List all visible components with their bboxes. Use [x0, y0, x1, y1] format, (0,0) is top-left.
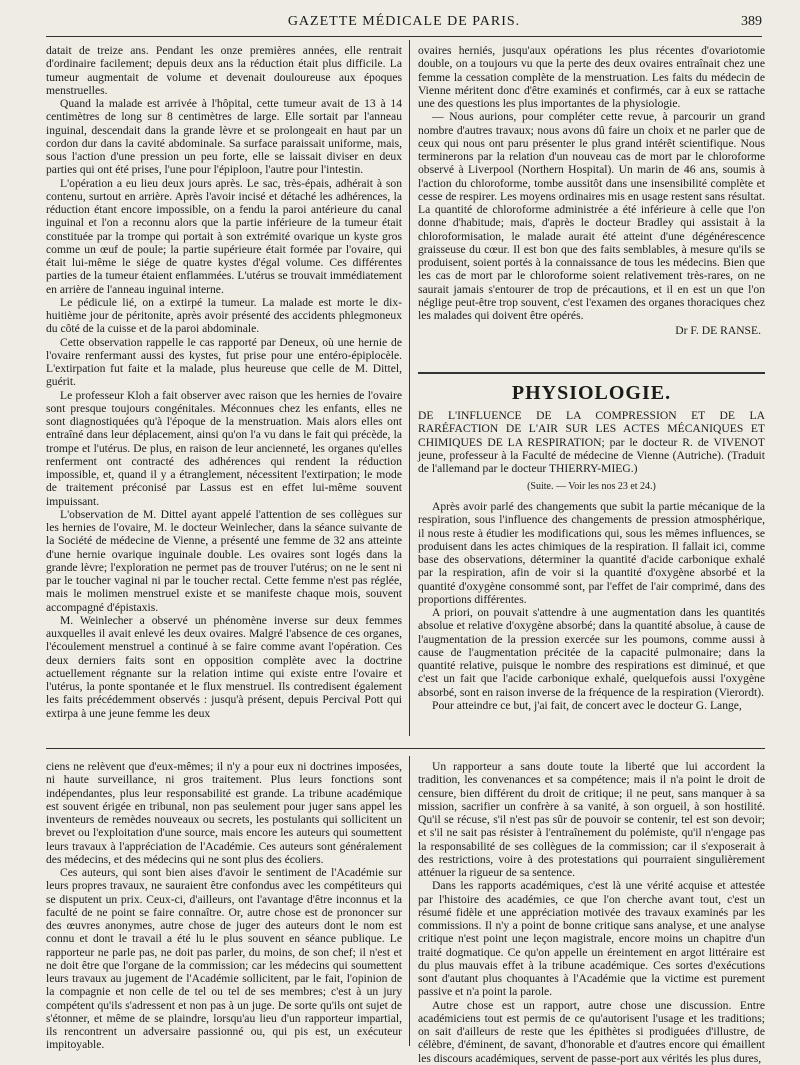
paragraph: ovaires herniés, jusqu'aux opérations les plus récentes d'ovariotomie double, on a toujours vu que la perte des deux ovaires entraînait chez une femme la cessation complète de la menstruation. Les faits du médecin de Vienne méritent donc d'être examinés et confirmés, car à eux se rattache une des questions les plus importantes de la physiologie.: [418, 44, 765, 110]
paragraph: datait de treize ans. Pendant les onze premières années, elle rentrait d'ordinaire facilement; depuis deux ans la réduction était plus difficile. La tumeur augmentait de volume et devenait douloureuse aux époques menstruelles.: [46, 44, 402, 97]
physiology-body: [418, 500, 765, 734]
paragraph: Après avoir parlé des changements que subit la partie mécanique de la respiration, sous l'influence des changements de pression atmosphérique, il nous reste à étudier les modifications qui, sous les mêmes influences, se produisent dans les actes chimiques de la respiration. Il fallait ici, comme base des observations, déterminer la quantité d'acide carbonique exhalé par la respiration, afin de voir si la quantité d'oxygène absorbé et la quantité d'oxygène consommé sont, par l'effet de l'air comprimé, dans des proportions différentes.: [418, 500, 765, 606]
column-divider-top: [409, 40, 410, 736]
physiology-section: [418, 372, 765, 492]
paragraph: L'observation de M. Dittel ayant appelé l'attention de ses collègues sur les hernies de l'ovaire, M. le docteur Weinlecher, dans la séance suivante de la Société de médecine de Vienne, a présenté une femme de 32 ans atteinte d'une hernie ovarique inguinale double. Les ovaires sont logés dans la grande lèvre; l'exploration ne permet pas de trouver l'utérus; on ne le sent ni par le toucher vaginal ni par le toucher rectal. Cette femme n'est pas réglée, mais le molimen menstruel existe et se manifeste chaque mois, souvent accompagné d'épistaxis.: [46, 507, 402, 614]
paragraph: ciens ne relèvent que d'eux-mêmes; il n'y a pour eux ni doctrines imposées, ni haute surveillance, ni gros traitement. Plus leurs fonctions sont indépendantes, plus leur responsabilité est grande. La tribune académique est souvent érigée en tribunal, non pas seulement pour juger sans appel les inventeurs de remèdes nouveaux ou secrets, les postulants qui sollicitent un brevet ou l'exploitation d'une source, mais encore les auteurs qui soumettent leurs travaux à l'appréciation de l'Académie. Ces auteurs sont généralement des médecins, et des médecins qui ne sont plus des écoliers.: [46, 760, 402, 866]
paragraph: Autre chose est un rapport, autre chose une discussion. Entre académiciens tout est permis de ce qu'autorisent l'usage et les traditions; on sait d'ailleurs de reste que les épithètes si prodiguées d'illustre, de célèbre, d'éminent, de savant, d'honorable et d'autres encore qui émaillent les discours académiques, servent de passe-port aux vérités les plus dures,: [418, 998, 765, 1065]
page-header: [46, 10, 762, 37]
paragraph: Le pédicule lié, on a extirpé la tumeur. La malade est morte le dix-huitième jour de péritonite, après avoir présenté des accidents phlegmoneux du côté de la cuisse et de la paroi abdominale.: [46, 295, 402, 336]
paragraph: Pour atteindre ce but, j'ai fait, de concert avec le docteur G. Lange,: [432, 698, 742, 712]
paragraph: Dans les rapports académiques, c'est là une vérité acquise et attestée par l'histoire des académies, ce que l'on cherche avant tout, c'est un résumé fidèle et une appréciation motivée des travaux examinés par les commissions. Il n'y a point de bonne critique sans analyse, et une analyse critique n'est point une leçon magistrale, encore moins un chapitre d'un traité dogmatique. Ce qu'on appelle un éreintement en argot littéraire est du plus mauvais effet à la tribune académique. Ces sortes d'exécutions sont d'autant plus choquantes à l'Académie que la victime est purement passive et n'a point la parole.: [418, 879, 765, 999]
section-heading: PHYSIOLOGIE.: [511, 382, 672, 404]
paragraph: Un rapporteur a sans doute toute la liberté que lui accordent la tradition, les convenances et sa compétence; mais il n'a point le droit de censure, bien différent du droit de critique; il ne peut, sans manquer à sa mission, sacrifier un confrère à sa vanité, à son orgueil, à son hostilité. Qu'il se récuse, s'il n'est pas sûr de pouvoir se contenir, tel est son devoir; et s'il ne sait pas résister à l'entraînement du polémiste, qu'il n'engage pas la responsabilité de ses collègues de la commission; car il s'exposerait à des restrictions, voire à des protestations qui pourraient singulièrement atténuer la rigueur de sa sentence.: [418, 760, 765, 879]
paragraph: — Nous aurions, pour compléter cette revue, à parcourir un grand nombre d'autres travaux; nous avons dû faire un choix et ne parler que de ceux qui nous ont paru présenter le plus grand intérêt scientifique. Nous terminerons par la relation d'un nouveau cas de mort par le chloroforme observé à Liverpool (Northern Hospital). Un marin de 46 ans, soumis à l'action du chloroforme, tombe aussitôt dans une insensibilité complète et cesse de respirer. Les moyens ordinaires mis en usage restent sans résultat. La quantité de chloroforme administrée a été inférieure à celle que l'on donne d'habitude; mais, d'après le docteur Bradley qui assistait à la chloroformisation, le malade aurait été atteint d'une dégénérescence graisseuse du cœur. Il est bon que des faits semblables, à mesure qu'ils se produisent, soient portés à la connaissance de tous les médecins. Bien que les cas de mort par le chloroforme soient relativement très-rares, on ne saurait jamais s'entourer de trop de précautions, et il en est un que l'on néglige peut-être trop souvent, c'est l'examen des organes thoraciques chez les malades qui doivent être opérés.: [418, 110, 765, 322]
column-divider-bottom: [409, 756, 410, 1046]
continuation-note: (Suite. — Voir les nos 23 et 24.): [527, 481, 656, 493]
paragraph: Ces auteurs, qui sont bien aises d'avoir le sentiment de l'Académie sur leurs propres travaux, ne sauraient être confondus avec les compétiteurs qui se disputent un prix. Ceux-ci, d'ailleurs, ont l'avantage d'être inconnus et la faculté de ne point se faire connaître. Or, autre chose est de prononcer sur des œuvres anonymes, autre chose de juger des auteurs dont le nom est connu et dont le travail a été lu le plus souvent en séance publique. Le rapporteur ne parle pas, ne doit pas parler, du moins, de son chef; il n'est et ne doit être que l'organe de la commission; car les médecins qui soumettent leurs travaux au jugement de l'Académie sollicitent, par le fait, l'opinion de la compagnie et non celle de tel ou tel de ses membres; c'est à un jury compétent qu'ils s'adressent et non pas à un juge. De sorte qu'ils ont sujet de s'étonner, et même de se plaindre, lorsqu'au lieu d'un rapporteur impartial, ils rencontrent un adversaire passionné ou, qui pis est, un exécuteur impitoyable.: [46, 866, 402, 1052]
paragraph: L'opération a eu lieu deux jours après. Le sac, très-épais, adhérait à son contenu, surtout en arrière. Après l'avoir incisé et détaché les adhérences, la réduction étant encore impossible, on a fendu la paroi antérieure du canal inguinal et l'on a reconnu alors que la partie inférieure de la tumeur était constituée par la trompe qui portait à son extrémité ovarique un kyste gros comme un œuf de poule; la partie supérieure était formée par l'ovaire, qui était lui-même le siége de quatre kystes d'égal volume. Ces différentes parties de la tumeur étaient enflammées. L'utérus se trouvait immédiatement en arrière de l'anneau inguinal interne.: [46, 176, 402, 296]
right-column-top: [418, 44, 765, 354]
horizontal-separator: [46, 748, 765, 749]
section-rule: [418, 372, 765, 374]
right-column-bottom: [418, 760, 765, 1065]
left-column-top: [46, 44, 402, 734]
author-signature: Dr F. DE RANSE.: [675, 324, 761, 338]
paragraph: Cette observation rappelle le cas rapporté par Deneux, où une hernie de l'ovaire renfermant aussi des kystes, fut prise pour une entéro-épiplocèle. L'extirpation fut faite et la malade, plus heureuse que celle de M. Dittel, guérit.: [46, 335, 402, 389]
paragraph: Quand la malade est arrivée à l'hôpital, cette tumeur avait de 13 à 14 centimètres de long sur 8 centimètres de large. Elle sortait par l'anneau inguinal, descendait dans la grande lèvre et se prolongeait en haut par un cordon dur dans la cavité abdominale. Sa surface paraissait uniforme, mais, sous l'action d'une pression un peu forte, elle se laissait diviser en deux parties qui ont été prises, l'une pour l'épiploon, l'autre pour l'intestin.: [46, 97, 402, 177]
article-title: DE L'INFLUENCE DE LA COMPRESSION ET DE LA RARÉFACTION DE L'AIR SUR LES ACTES MÉCANIQUES ET CHIMIQUES DE LA RESPIRATION; par le docteur R. de VIVENOT jeune, professeur à la Faculté de médecine de Vienne (Autriche). (Traduit de l'allemand par le docteur THIERRY-MIEG.): [418, 409, 765, 475]
left-column-bottom: [46, 760, 402, 1052]
page-number: 389: [741, 14, 762, 29]
journal-title: GAZETTE MÉDICALE DE PARIS.: [287, 14, 521, 29]
paragraph: M. Weinlecher a observé un phénomène inverse sur deux femmes auxquelles il avait enlevé les deux ovaires. Malgré l'absence de ces organes, l'écoulement menstruel a continué à se faire comme avant l'opération. Ces deux derniers faits sont en opposition complète avec la doctrine actuellement régnante sur la relation intime qui existe entre l'ovaire et l'utérus, la ponte spontanée et le flux menstruel. Ils contredisent également les faits précédemment observés : jusqu'à présent, depuis Percival Pott qui extirpa à une jeune femme les deux: [46, 613, 402, 720]
paragraph: Le professeur Kloh a fait observer avec raison que les hernies de l'ovaire sont presque toujours congénitales. Méconnues chez les enfants, elles ne sont diagnostiquées qu'à l'époque de la menstruation. Mais alors elles ont entraîné dans leur déplacement, ainsi qu'on l'a vu dans le fait qui précède, la trompe et l'utérus. De plus, en raison de leur ancienneté, les organes qu'elles renferment ont contracté des adhérences qui rendent la réduction impossible, et, quand il y a étranglement, nécessitent l'extirpation; le mode de traitement préconisé par Lassus est en effet lui-même souvent impuissant.: [46, 388, 402, 508]
paragraph: A priori, on pouvait s'attendre à une augmentation dans les quantités absolue et relative d'oxygène absorbé; dans la quantité absolue, à cause de l'augmentation de la pression exercée sur les poumons, comme aussi à cause de l'augmentation précitée de la capacité pulmonaire; dans la quantité relative, puisque le nombre des respirations est diminué, et que c'est un fait que l'acide carbonique exhalé, quelquefois aussi l'oxygène absorbé, sont en raison inverse de la fréquence de la respiration (Vierordt).: [418, 606, 765, 699]
